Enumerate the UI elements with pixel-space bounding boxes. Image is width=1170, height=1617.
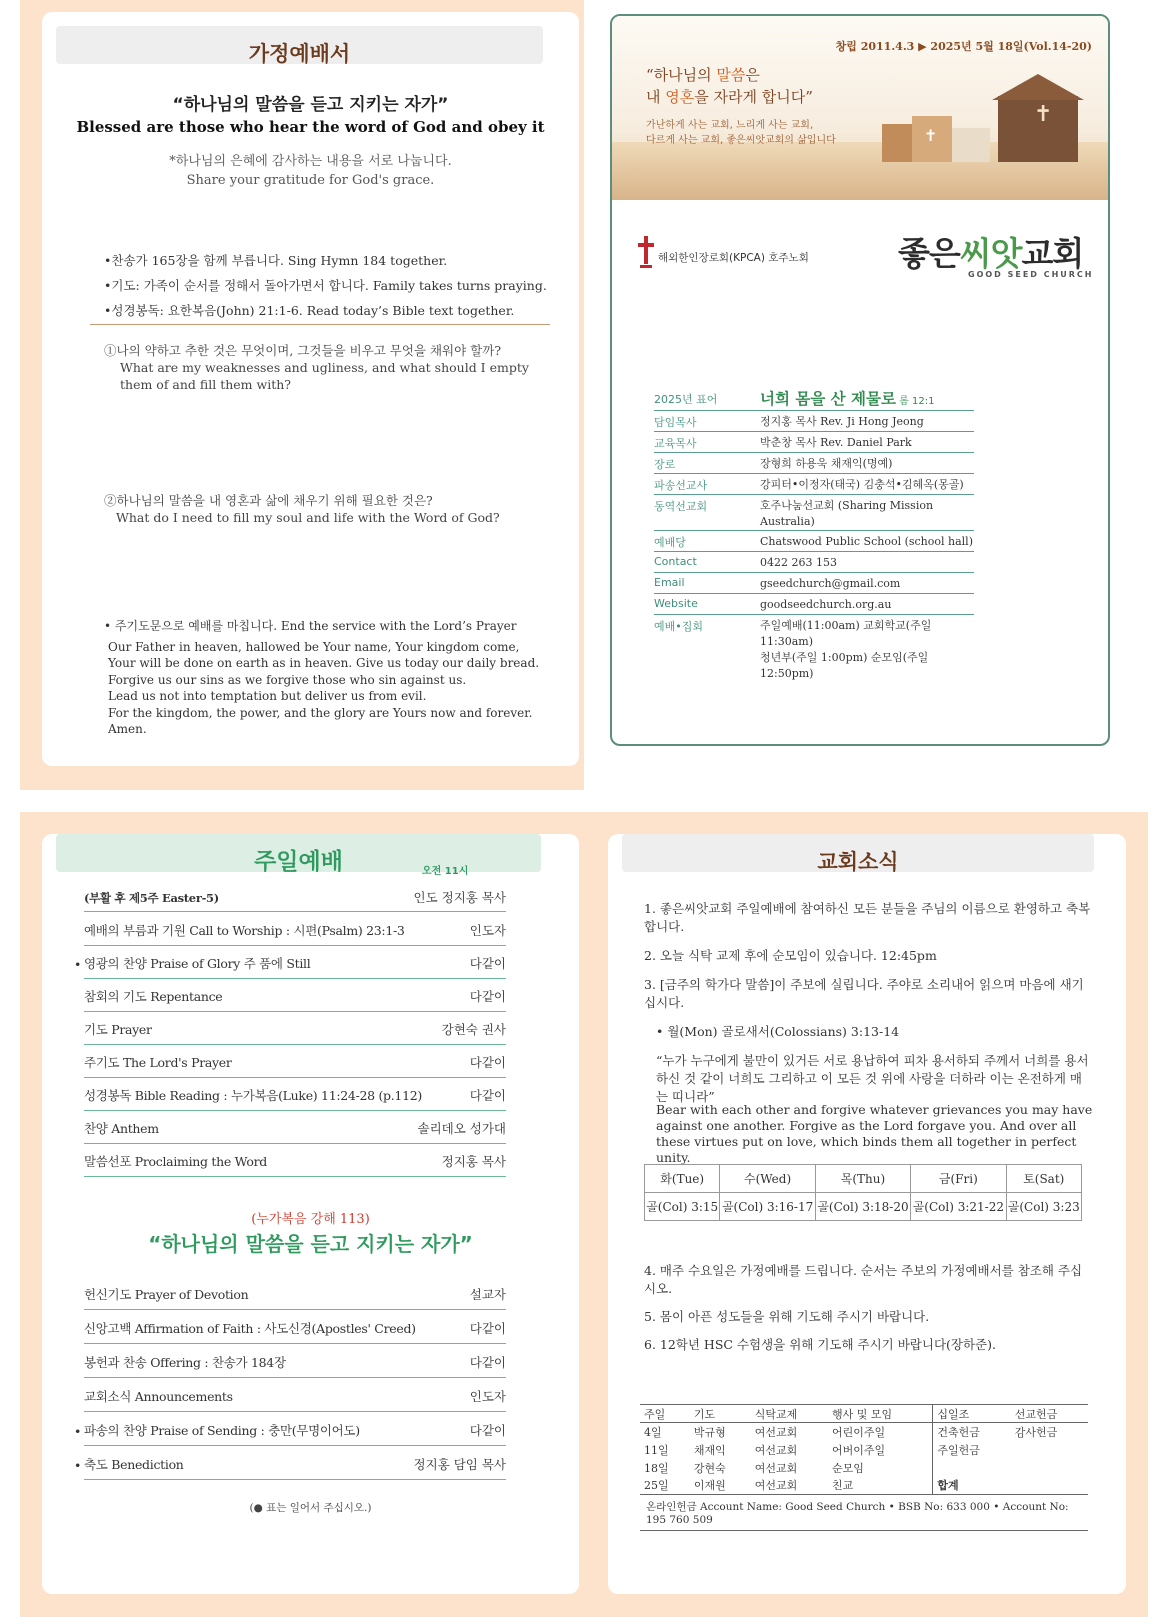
info-key: 담임목사 xyxy=(654,416,697,429)
table-cell: 박규형 xyxy=(693,1425,726,1439)
order-row xyxy=(84,1314,506,1344)
table-cell: 합계 xyxy=(933,1477,1011,1495)
quote-highlight: 말씀 xyxy=(716,66,746,84)
order-row xyxy=(84,1382,506,1412)
motto-text: 너희 몸을 산 제물로 xyxy=(760,390,896,408)
news-item: 5. 몸이 아픈 성도들을 위해 기도해 주시기 바랍니다. xyxy=(644,1309,930,1324)
order-leader: 다같이 xyxy=(469,989,506,1004)
table-row xyxy=(640,1441,1088,1459)
sunday-service-title: 주일예배 xyxy=(56,834,541,872)
order-row xyxy=(74,949,506,979)
table-cell xyxy=(1011,1459,1088,1477)
info-value: 호주나눔선교회 (Sharing Mission Australia) xyxy=(760,499,934,528)
news-item: 6. 12학년 HSC 수험생을 위해 기도해 주시기 바랍니다(장하준). xyxy=(644,1337,996,1352)
table-row xyxy=(645,1165,1082,1193)
step-reading: •성경봉독: 요한복음(John) 21:1-6. Read today’s Bible text together. xyxy=(104,303,515,318)
order-item: 주기도 The Lord's Prayer xyxy=(84,1055,232,1070)
order-leader: 다같이 xyxy=(469,956,506,971)
order-item: 헌신기도 Prayer of Devotion xyxy=(84,1287,249,1302)
stand-note: (● 표는 일어서 주십시오.) xyxy=(249,1502,372,1514)
lords-prayer-line: Your will be done on earth as in heaven. Give us today our daily bread. xyxy=(108,656,540,670)
news-item: 3. [금주의 학가다 말씀]이 주보에 실립니다. 주야로 소리내어 읽으며 마음에 새기십시다. xyxy=(644,977,1084,1010)
table-header: 금(Fri) xyxy=(911,1165,1006,1193)
info-value: 정지홍 목사 Rev. Ji Hong Jeong xyxy=(760,415,924,428)
quote-text: 내 xyxy=(646,88,666,106)
info-value: 장형희 하용욱 채재익(명예) xyxy=(760,457,893,470)
description-line: 다르게 사는 교회, 좋은씨앗교회의 삶입니다 xyxy=(646,135,836,146)
daily-reading-table xyxy=(644,1164,1082,1221)
table-row xyxy=(640,1405,1088,1423)
home-worship-theme-en: Blessed are those who hear the word of God and obey it xyxy=(76,118,545,136)
weekly-verse-kr: “누가 누구에게 불만이 있거든 서로 용납하여 피차 용서하되 주께서 너희를 용서하신 것 같이 너희도 그리하고 이 모든 것 위에 사랑을 더하라 이는 온전하게 매는 띠니라” xyxy=(656,1053,1089,1104)
duty-table xyxy=(640,1404,1088,1495)
order-item: 신앙고백 Affirmation of Faith : 사도신경(Apostles' Creed) xyxy=(84,1321,416,1336)
home-worship-page xyxy=(42,12,579,766)
lords-prayer-line: For the kingdom, the power, and the glory are Yours now and forever. Amen. xyxy=(108,705,533,736)
order-row xyxy=(84,916,506,946)
order-leader: 인도자 xyxy=(469,923,506,938)
home-worship-theme-kr: “하나님의 말씀을 듣고 지키는 자가” xyxy=(172,95,449,115)
sunday-service-page xyxy=(42,834,579,1594)
order-item: 예배의 부름과 기원 Call to Worship : 시편(Psalm) 23:1-3 xyxy=(84,923,405,938)
table-cell xyxy=(933,1459,1011,1477)
question-2-kr: ②하나님의 말씀을 내 영혼과 삶에 채우기 위해 필요한 것은? xyxy=(104,493,433,508)
church-logo xyxy=(898,228,1083,275)
order-item: 찬양 Anthem xyxy=(84,1121,159,1136)
table-cell: 채재익 xyxy=(693,1443,726,1457)
order-item: 파송의 찬양 Praise of Sending : 충만(무명이어도) xyxy=(84,1423,360,1438)
lords-prayer-body xyxy=(104,639,554,738)
news-item: 2. 오늘 식탁 교제 후에 순모임이 있습니다. 12:45pm xyxy=(644,948,937,963)
info-row xyxy=(654,453,974,474)
table-cell xyxy=(1011,1477,1088,1495)
cross-icon: ✝ xyxy=(1034,102,1053,127)
info-value: 0422 263 153 xyxy=(760,556,837,569)
table-cell: 건축헌금 xyxy=(937,1425,980,1439)
order-row xyxy=(74,1450,506,1480)
church-name-en: GOOD SEED CHURCH xyxy=(968,270,1094,279)
table-cell: 강현숙 xyxy=(693,1461,726,1475)
info-key: 장로 xyxy=(654,458,676,471)
order-leader: 솔리데오 성가대 xyxy=(417,1121,506,1136)
table-header: 행사 및 모임 xyxy=(828,1405,933,1423)
order-row xyxy=(84,1048,506,1078)
table-cell: 골(Col) 3:21-22 xyxy=(911,1193,1006,1221)
table-header: 화(Tue) xyxy=(645,1165,720,1193)
info-value: 강피터•이정자(태국) 김충석•김혜옥(몽골) xyxy=(760,478,964,491)
news-items xyxy=(644,900,1094,1117)
bottom-spread xyxy=(20,812,1148,1617)
question-1-kr: ①나의 약하고 추한 것은 무엇이며, 그것들을 비우고 무엇을 채워야 할까? xyxy=(104,343,502,358)
table-cell xyxy=(1011,1441,1088,1459)
cover-frame xyxy=(610,14,1110,746)
home-worship-intro xyxy=(42,152,579,190)
table-cell: 여선교회 xyxy=(754,1443,798,1457)
news-items-2 xyxy=(644,1262,1094,1364)
lords-prayer xyxy=(104,618,554,738)
motto xyxy=(760,391,934,410)
order-row xyxy=(84,1348,506,1378)
weekly-verse-en: Bear with each other and forgive whatever grievances you may have against one another. Forgive as the Lord forgave you. And over all these virtues put on love, which binds them all together in perfect unity. xyxy=(656,1102,1093,1165)
order-row xyxy=(84,982,506,1012)
lords-prayer-line: Forgive us our sins as we forgive those who sin against us. xyxy=(108,672,467,687)
table-cell: 이재원 xyxy=(690,1477,751,1495)
lords-prayer-head: • 주기도문으로 예배를 마칩니다. End the service with the Lord’s Prayer xyxy=(104,619,517,633)
lords-prayer-line: Our Father in heaven, hallowed be Your name, Your kingdom come, xyxy=(108,639,520,654)
order-leader: 정지홍 목사 xyxy=(441,1154,506,1169)
order-leader: 다같이 xyxy=(469,1055,506,1070)
table-cell: 어버이주일 xyxy=(828,1441,933,1459)
order-row xyxy=(84,1015,506,1045)
order-item: 말씀선포 Proclaiming the Word xyxy=(84,1154,267,1169)
cover-page xyxy=(584,0,1148,790)
table-row xyxy=(645,1193,1082,1221)
motto-ref: 롬 12:1 xyxy=(895,396,935,407)
table-header: 수(Wed) xyxy=(720,1165,815,1193)
info-row xyxy=(654,531,974,552)
home-worship-steps xyxy=(104,248,564,323)
order-item: 축도 Benediction xyxy=(84,1457,184,1472)
website-link[interactable]: goodseedchurch.org.au xyxy=(760,598,892,611)
order-leader: 강현숙 권사 xyxy=(441,1022,506,1037)
order-leader: 인도자 xyxy=(469,1389,506,1404)
info-value xyxy=(760,618,974,682)
order-row xyxy=(84,1147,506,1177)
schedule-line: 청년부(주일 1:00pm) 순모임(주일 12:50pm) xyxy=(760,651,929,680)
order-item: 성경봉독 Bible Reading : 누가복음(Luke) 11:24-28 (p.112) xyxy=(84,1088,422,1103)
table-cell: 친교 xyxy=(828,1477,933,1495)
order-leader: 다같이 xyxy=(469,1088,506,1103)
quote-text: 을 자라게 합니다” xyxy=(694,88,813,106)
table-cell: 25일 xyxy=(640,1477,690,1495)
table-cell: 주일헌금 xyxy=(937,1443,980,1457)
online-offering-account: 온라인헌금 Account Name: Good Seed Church • BSB No: 633 000 • Account No: 195 760 509 xyxy=(640,1499,1088,1531)
church-info-table xyxy=(654,388,974,682)
weekly-verse-en-wrap xyxy=(644,1102,1094,1166)
schedule-line: 주일예배(11:00am) 교회학교(주일 11:30am) xyxy=(760,619,932,648)
table-header: 식탁교제 xyxy=(751,1405,828,1423)
table-cell: 여선교회 xyxy=(751,1477,828,1495)
table-cell: 순모임 xyxy=(828,1459,933,1477)
logo-part: 좋은 xyxy=(898,234,960,273)
quote-text: 은 xyxy=(745,66,760,84)
church-news-page xyxy=(608,834,1126,1594)
info-key: 동역선교회 xyxy=(654,500,708,513)
cover-description xyxy=(646,118,836,148)
table-header: 주일 xyxy=(640,1405,690,1423)
wooden-house-small xyxy=(882,124,916,162)
order-leader: 인도 정지홍 목사 xyxy=(413,890,506,905)
top-spread xyxy=(20,0,1148,790)
info-row xyxy=(654,411,974,432)
step-hymn: •찬송가 165장을 함께 부릅니다. Sing Hymn 184 together. xyxy=(104,253,448,268)
info-row xyxy=(654,474,974,495)
table-header: 토(Sat) xyxy=(1006,1165,1081,1193)
question-2-en: What do I need to fill my soul and life with the Word of God? xyxy=(116,510,500,525)
roof-large xyxy=(992,74,1084,100)
order-row xyxy=(84,1081,506,1111)
cross-icon: ✝ xyxy=(924,126,938,145)
order-row xyxy=(74,1416,506,1446)
order-row xyxy=(84,1280,506,1310)
order-item: 기도 Prayer xyxy=(84,1022,152,1037)
info-key: Email xyxy=(654,576,685,589)
order-item: 영광의 찬양 Praise of Glory 주 품에 Still xyxy=(84,956,311,971)
denomination-cross-icon xyxy=(636,234,656,270)
step-prayer: •기도: 가족이 순서를 정해서 돌아가면서 합니다. Family takes turns praying. xyxy=(104,278,547,293)
order-item: 참회의 기도 Repentance xyxy=(84,989,223,1004)
table-cell: 골(Col) 3:15 xyxy=(645,1193,720,1221)
home-worship-title: 가정예배서 xyxy=(56,26,543,64)
divider xyxy=(90,324,550,325)
weekly-verse-ref: • 월(Mon) 골로새서(Colossians) 3:13-14 xyxy=(656,1024,900,1039)
info-row xyxy=(654,615,974,682)
order-leader: 설교자 xyxy=(469,1287,506,1302)
table-header: 십일조 xyxy=(933,1405,1011,1423)
email-value[interactable]: gseedchurch@gmail.com xyxy=(760,577,901,590)
order-item: 봉헌과 찬송 Offering : 찬송가 184장 xyxy=(84,1355,286,1370)
order-leader: 정지홍 담임 목사 xyxy=(413,1457,506,1472)
table-cell: 11일 xyxy=(644,1443,669,1457)
table-cell: 4일 xyxy=(644,1425,662,1439)
table-header: 목(Thu) xyxy=(815,1165,910,1193)
quote-highlight: 영혼 xyxy=(665,88,695,106)
table-cell: 어린이주일 xyxy=(828,1423,933,1441)
question-2 xyxy=(104,492,554,526)
table-header: 선교헌금 xyxy=(1011,1405,1088,1423)
denomination: 해외한인장로회(KPCA) 호주노회 xyxy=(658,252,809,264)
table-header: 기도 xyxy=(690,1405,751,1423)
info-row xyxy=(654,495,974,531)
info-row xyxy=(654,594,974,615)
order-item: (부활 후 제5주 Easter-5) xyxy=(84,891,219,905)
info-key: 예배•집회 xyxy=(654,620,703,633)
order-leader: 다같이 xyxy=(469,1423,506,1438)
church-news-title: 교회소식 xyxy=(622,834,1094,872)
news-item: 1. 좋은씨앗교회 주일예배에 참여하신 모든 분들을 주님의 이름으로 환영하고 축복합니다. xyxy=(644,901,1091,934)
order-leader: 다같이 xyxy=(469,1321,506,1336)
order-row xyxy=(84,1114,506,1144)
info-key: 교육목사 xyxy=(654,437,697,450)
info-row xyxy=(654,552,974,573)
news-item: 4. 매주 수요일은 가정예배를 드립니다. 순서는 주보의 가정예배서를 참조해 주십시오. xyxy=(644,1263,1083,1296)
table-cell: 골(Col) 3:23 xyxy=(1006,1193,1081,1221)
info-row xyxy=(654,573,974,594)
table-row xyxy=(640,1459,1088,1477)
service-time: 오전 11시 xyxy=(422,866,469,877)
stand-marker: • xyxy=(74,1458,82,1473)
info-key: 예배당 xyxy=(654,536,686,549)
intro-kr: *하나님의 은혜에 감사하는 내용을 서로 나눕니다. xyxy=(169,154,452,169)
info-key: Website xyxy=(654,597,698,610)
table-row xyxy=(640,1423,1088,1441)
intro-en: Share your gratitude for God's grace. xyxy=(186,173,435,188)
quote-text: “하나님의 xyxy=(646,66,717,84)
logo-part: 교회 xyxy=(1021,234,1084,273)
info-row xyxy=(654,432,974,453)
table-cell: 골(Col) 3:16-17 xyxy=(720,1193,815,1221)
order-leader: 다같이 xyxy=(469,1355,506,1370)
cover-quote xyxy=(646,64,813,108)
motto-row xyxy=(654,388,974,411)
table-cell: 감사헌금 xyxy=(1014,1425,1058,1439)
table-cell: 18일 xyxy=(644,1461,669,1475)
logo-part: 씨앗 xyxy=(959,234,1022,273)
issue-info: 창립 2011.4.3 ▶ 2025년 5월 18일(Vol.14-20) xyxy=(835,40,1092,53)
info-value: Chatswood Public School (school hall) xyxy=(760,535,973,548)
order-item: 교회소식 Announcements xyxy=(84,1389,233,1404)
sermon-series: (누가복음 강해 113) xyxy=(251,1212,370,1227)
info-value: 박춘창 목사 Rev. Daniel Park xyxy=(760,436,912,449)
wooden-house-white xyxy=(952,128,990,162)
stand-marker: • xyxy=(74,957,82,972)
question-1-en: What are my weaknesses and ugliness, and what should I empty them of and fill them with? xyxy=(120,360,529,392)
sermon-title: “하나님의 말씀을 듣고 지키는 자가” xyxy=(148,1232,473,1256)
info-key: 파송선교사 xyxy=(654,479,708,492)
table-cell: 골(Col) 3:18-20 xyxy=(815,1193,910,1221)
table-cell: 여선교회 xyxy=(754,1425,798,1439)
description-line: 가난하게 사는 교회, 느리게 사는 교회, xyxy=(646,120,814,131)
table-cell: 여선교회 xyxy=(754,1461,798,1475)
info-key: 2025년 표어 xyxy=(654,393,718,406)
stand-marker: • xyxy=(74,1424,82,1439)
table-row xyxy=(640,1477,1088,1495)
question-1 xyxy=(104,342,554,393)
divider xyxy=(84,906,506,912)
lords-prayer-line: Lead us not into temptation but deliver us from evil. xyxy=(108,689,427,703)
info-key: Contact xyxy=(654,555,697,568)
